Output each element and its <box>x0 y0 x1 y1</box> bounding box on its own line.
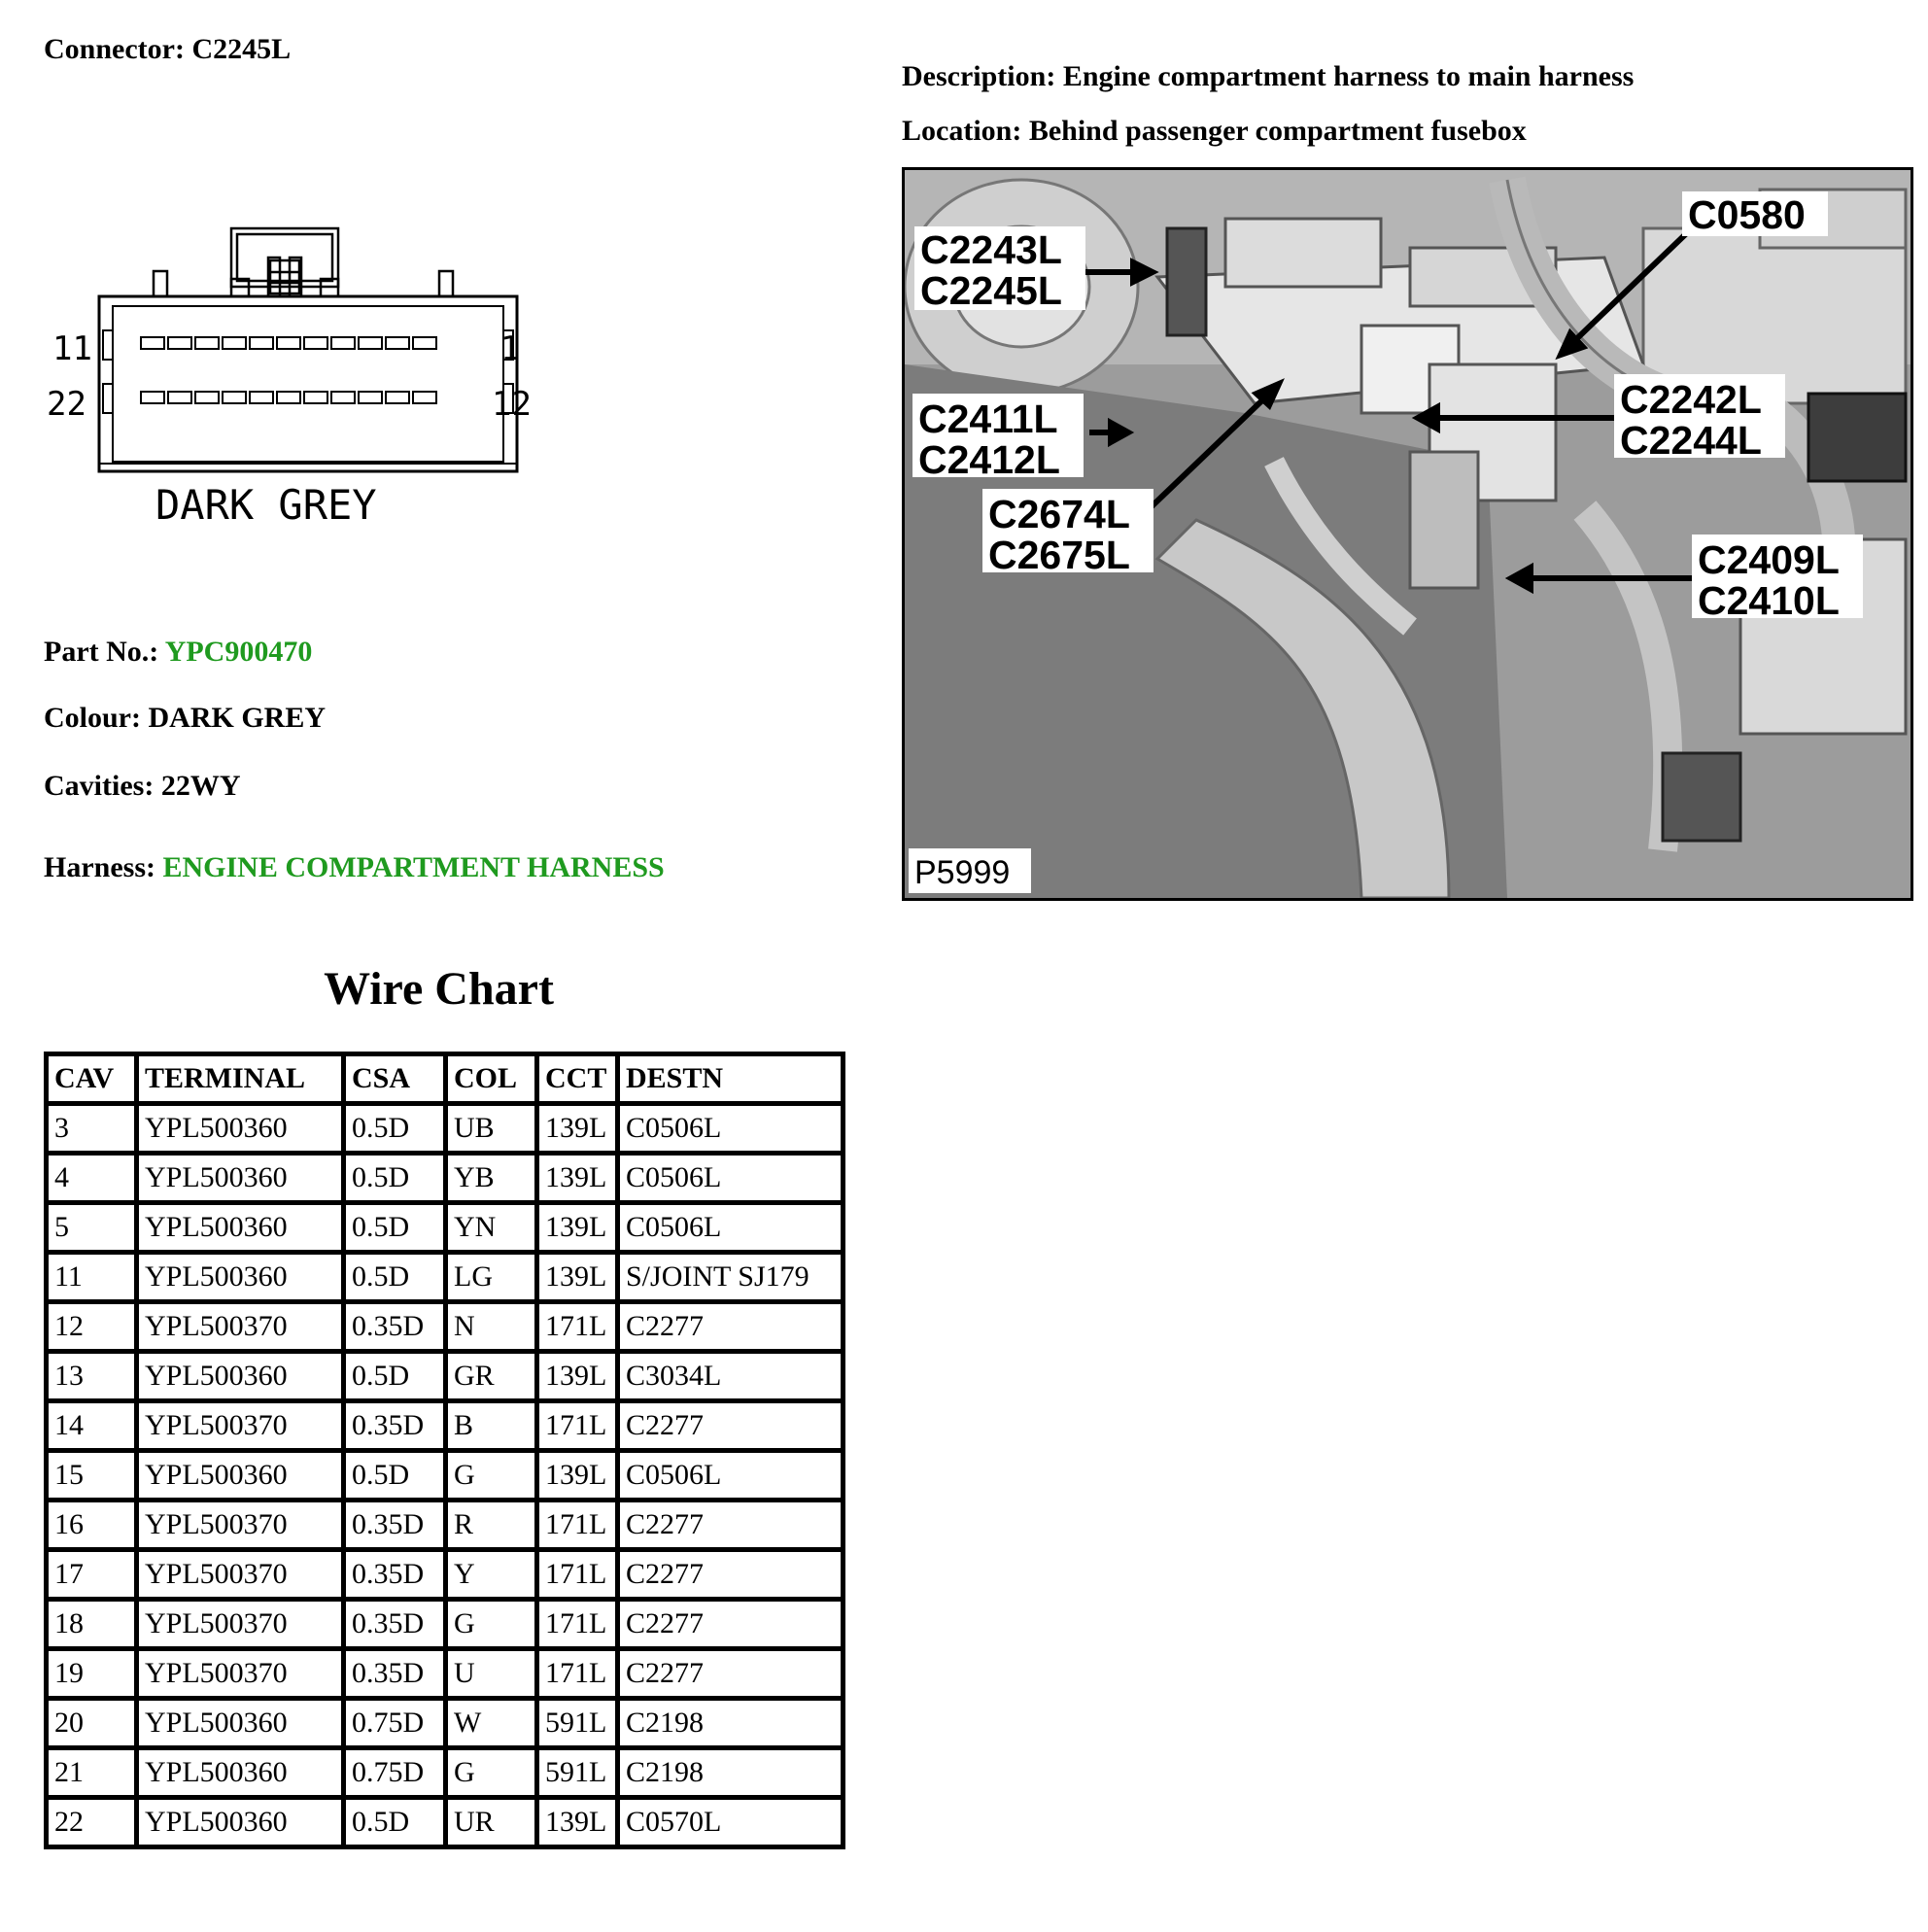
cell-col: W <box>446 1699 537 1748</box>
cell-cav: 17 <box>47 1550 137 1600</box>
cell-csa: 0.35D <box>344 1501 446 1550</box>
pin-label-1: 1 <box>500 329 521 368</box>
cell-destn: S/JOINT SJ179 <box>618 1253 844 1302</box>
cell-col: R <box>446 1501 537 1550</box>
cell-cct: 591L <box>537 1748 618 1798</box>
description-value: Engine compartment harness to main harness <box>1062 60 1635 92</box>
cell-terminal: YPL500360 <box>137 1104 344 1154</box>
cell-col: G <box>446 1600 537 1649</box>
cell-cav: 15 <box>47 1451 137 1501</box>
table-row <box>47 1104 844 1154</box>
part-no-label: Part No.: <box>44 636 159 668</box>
pin-label-12: 12 <box>492 385 532 424</box>
cell-cav: 21 <box>47 1748 137 1798</box>
cell-cav: 5 <box>47 1203 137 1253</box>
cell-col: G <box>446 1451 537 1501</box>
table-row <box>47 1798 844 1847</box>
harness-label: Harness: <box>44 851 155 883</box>
cell-destn: C2198 <box>618 1699 844 1748</box>
cell-cct: 171L <box>537 1649 618 1699</box>
cavities-value: 22WY <box>160 770 241 802</box>
callout-c2411l: C2411L <box>918 397 1058 441</box>
cell-cct: 171L <box>537 1501 618 1550</box>
cell-destn: C0506L <box>618 1104 844 1154</box>
cavities-line <box>44 770 240 803</box>
callout-c2411l-c2412l <box>912 394 1084 482</box>
table-row <box>47 1203 844 1253</box>
header-destn: DESTN <box>618 1054 844 1104</box>
cell-terminal: YPL500370 <box>137 1302 344 1352</box>
callout-c2412l: C2412L <box>918 437 1060 482</box>
cell-destn: C2277 <box>618 1550 844 1600</box>
cell-csa: 0.5D <box>344 1352 446 1401</box>
description-label: Description: <box>902 60 1056 92</box>
wire-chart-table <box>44 1052 845 1849</box>
callout-c2244l: C2244L <box>1620 418 1762 463</box>
location-line <box>902 115 1527 148</box>
header-csa: CSA <box>344 1054 446 1104</box>
location-photo <box>902 167 1913 901</box>
location-value: Behind passenger compartment fusebox <box>1028 115 1527 147</box>
cell-terminal: YPL500360 <box>137 1253 344 1302</box>
connector-face-diagram <box>39 219 544 539</box>
cell-destn: C0506L <box>618 1203 844 1253</box>
cell-terminal: YPL500360 <box>137 1352 344 1401</box>
cell-destn: C2277 <box>618 1600 844 1649</box>
callout-c2410l: C2410L <box>1698 578 1840 623</box>
cell-col: Y <box>446 1550 537 1600</box>
table-row <box>47 1154 844 1203</box>
cell-cct: 171L <box>537 1550 618 1600</box>
callout-c2245l: C2245L <box>920 268 1062 313</box>
table-row <box>47 1352 844 1401</box>
description-line <box>902 60 1634 93</box>
pin-label-22: 22 <box>47 385 86 424</box>
cell-terminal: YPL500360 <box>137 1748 344 1798</box>
callout-c2242l-c2244l <box>1614 374 1785 463</box>
svg-text:P5999: P5999 <box>914 854 1011 891</box>
cell-csa: 0.5D <box>344 1253 446 1302</box>
callout-c2674l-c2675l <box>982 489 1153 577</box>
callout-c2243l-c2245l <box>914 226 1085 313</box>
cavity-row-top <box>141 337 436 349</box>
location-label: Location: <box>902 115 1022 147</box>
pin-label-11: 11 <box>52 329 92 368</box>
cell-cav: 19 <box>47 1649 137 1699</box>
cell-cav: 11 <box>47 1253 137 1302</box>
callout-c2409l-c2410l <box>1692 535 1863 623</box>
cell-csa: 0.5D <box>344 1451 446 1501</box>
callout-c2675l: C2675L <box>988 533 1130 577</box>
cell-terminal: YPL500370 <box>137 1600 344 1649</box>
table-row <box>47 1451 844 1501</box>
cell-terminal: YPL500360 <box>137 1451 344 1501</box>
connector-colour-caption: DARK GREY <box>155 481 377 529</box>
cell-destn: C2277 <box>618 1649 844 1699</box>
cell-terminal: YPL500360 <box>137 1699 344 1748</box>
cell-cct: 139L <box>537 1203 618 1253</box>
cell-cav: 4 <box>47 1154 137 1203</box>
table-header-row <box>47 1054 844 1104</box>
cell-cct: 139L <box>537 1352 618 1401</box>
cell-cct: 591L <box>537 1699 618 1748</box>
colour-label: Colour: <box>44 702 141 734</box>
header-col: COL <box>446 1054 537 1104</box>
cell-col: LG <box>446 1253 537 1302</box>
cell-csa: 0.35D <box>344 1401 446 1451</box>
cell-destn: C2277 <box>618 1302 844 1352</box>
part-no-line <box>44 636 312 669</box>
colour-line <box>44 702 326 735</box>
cell-col: YB <box>446 1154 537 1203</box>
cell-destn: C2277 <box>618 1501 844 1550</box>
table-row <box>47 1501 844 1550</box>
cell-terminal: YPL500360 <box>137 1798 344 1847</box>
latch-icon <box>231 228 338 296</box>
cell-destn: C2198 <box>618 1748 844 1798</box>
cell-col: N <box>446 1302 537 1352</box>
part-no-link[interactable]: YPC900470 <box>164 636 313 668</box>
cell-terminal: YPL500370 <box>137 1401 344 1451</box>
table-row <box>47 1550 844 1600</box>
cell-csa: 0.75D <box>344 1699 446 1748</box>
cell-destn: C0506L <box>618 1154 844 1203</box>
table-row <box>47 1401 844 1451</box>
cell-cav: 14 <box>47 1401 137 1451</box>
harness-line <box>44 851 665 884</box>
cell-destn: C0506L <box>618 1451 844 1501</box>
table-row <box>47 1600 844 1649</box>
cell-terminal: YPL500370 <box>137 1649 344 1699</box>
cell-cct: 139L <box>537 1253 618 1302</box>
cell-destn: C0570L <box>618 1798 844 1847</box>
cell-col: YN <box>446 1203 537 1253</box>
harness-link[interactable]: ENGINE COMPARTMENT HARNESS <box>162 851 665 883</box>
connector-line <box>44 33 291 66</box>
table-row <box>47 1649 844 1699</box>
cell-cct: 171L <box>537 1302 618 1352</box>
cavity-row-bottom <box>141 392 436 403</box>
cell-cct: 171L <box>537 1600 618 1649</box>
header-cct: CCT <box>537 1054 618 1104</box>
cell-col: GR <box>446 1352 537 1401</box>
callout-c2674l: C2674L <box>988 492 1130 536</box>
cell-destn: C2277 <box>618 1401 844 1451</box>
connector-body <box>99 296 517 471</box>
cell-cct: 139L <box>537 1798 618 1847</box>
cell-csa: 0.35D <box>344 1302 446 1352</box>
table-row <box>47 1253 844 1302</box>
cell-destn: C3034L <box>618 1352 844 1401</box>
cell-cav: 3 <box>47 1104 137 1154</box>
cell-cav: 18 <box>47 1600 137 1649</box>
table-row <box>47 1748 844 1798</box>
cell-col: B <box>446 1401 537 1451</box>
cell-cct: 139L <box>537 1104 618 1154</box>
cell-csa: 0.5D <box>344 1798 446 1847</box>
wire-chart-title: Wire Chart <box>324 963 554 1015</box>
cell-csa: 0.75D <box>344 1748 446 1798</box>
cell-terminal: YPL500360 <box>137 1203 344 1253</box>
cell-cct: 139L <box>537 1154 618 1203</box>
figure-id <box>909 848 1031 893</box>
header-terminal: TERMINAL <box>137 1054 344 1104</box>
cell-cct: 171L <box>537 1401 618 1451</box>
cell-col: UB <box>446 1104 537 1154</box>
cell-csa: 0.35D <box>344 1649 446 1699</box>
cell-terminal: YPL500370 <box>137 1550 344 1600</box>
cell-cav: 13 <box>47 1352 137 1401</box>
callout-c2243l: C2243L <box>920 227 1062 272</box>
cell-cct: 139L <box>537 1451 618 1501</box>
callout-c2409l: C2409L <box>1698 537 1840 582</box>
connector-label: Connector: <box>44 33 185 65</box>
cell-cav: 12 <box>47 1302 137 1352</box>
cell-csa: 0.5D <box>344 1203 446 1253</box>
cell-csa: 0.5D <box>344 1154 446 1203</box>
table-row <box>47 1699 844 1748</box>
callout-c2242l: C2242L <box>1620 377 1762 422</box>
cell-csa: 0.35D <box>344 1550 446 1600</box>
cell-terminal: YPL500370 <box>137 1501 344 1550</box>
cavities-label: Cavities: <box>44 770 155 802</box>
table-row <box>47 1302 844 1352</box>
cell-cav: 20 <box>47 1699 137 1748</box>
cell-col: UR <box>446 1798 537 1847</box>
cell-col: U <box>446 1649 537 1699</box>
connector-value: C2245L <box>191 33 292 65</box>
cell-cav: 16 <box>47 1501 137 1550</box>
callout-c0580 <box>1682 191 1828 237</box>
svg-text:C0580: C0580 <box>1688 192 1806 237</box>
cell-csa: 0.35D <box>344 1600 446 1649</box>
cell-cav: 22 <box>47 1798 137 1847</box>
header-cav: CAV <box>47 1054 137 1104</box>
cell-terminal: YPL500360 <box>137 1154 344 1203</box>
cell-col: G <box>446 1748 537 1798</box>
colour-value: DARK GREY <box>148 702 327 734</box>
cell-csa: 0.5D <box>344 1104 446 1154</box>
